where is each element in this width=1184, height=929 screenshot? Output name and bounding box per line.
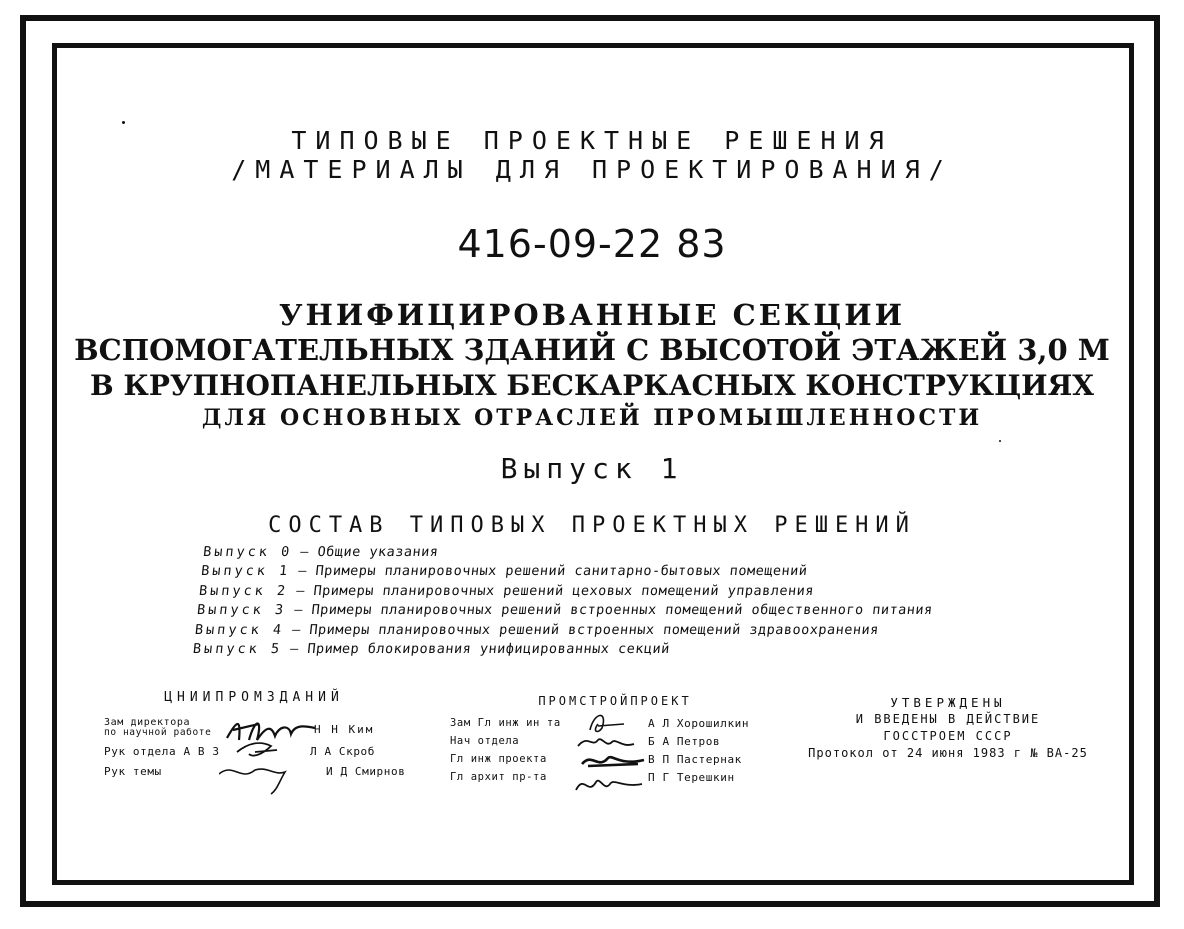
title-line-2: ВСПОМОГАТЕЛЬНЫХ ЗДАНИЙ С ВЫСОТОЙ ЭТАЖЕЙ 3,0 М <box>74 333 1110 367</box>
org-middle-role-4: Гл архит пр-та <box>450 771 547 783</box>
org-middle-name-2: Б А Петров <box>648 735 721 748</box>
org-left-title: ЦНИИПРОМЗДАНИЙ <box>164 690 344 705</box>
approval-protocol: Протокол от 24 июня 1983 г № ВА-25 <box>808 746 1088 760</box>
org-middle-name-3: В П Пастернак <box>648 753 742 766</box>
org-middle-role-2: Нач отдела <box>450 735 520 747</box>
approval-line-2: И ВВЕДЕНЫ В ДЕЙСТВИЕ <box>855 712 1041 726</box>
title-line-3: В КРУПНОПАНЕЛЬНЫХ БЕСКАРКАСНЫХ КОНСТРУКЦИЯХ <box>89 369 1095 402</box>
issues-list <box>192 543 940 659</box>
issue-label: Выпуск 1 <box>500 452 684 485</box>
org-block-left <box>104 690 404 810</box>
signature-left <box>219 710 319 800</box>
approval-line-3: ГОССТРОЕМ СССР <box>883 729 1013 743</box>
org-left-role-1a: Зам директора <box>104 717 191 728</box>
list-item: Выпуск 4 – Примеры планировочных решений встроенных помещений здравоохранения <box>194 621 880 638</box>
org-left-role-3: Рук темы <box>104 765 162 778</box>
org-left-name-2: Л А Скроб <box>310 745 376 758</box>
org-middle-role-1: Зам Гл инж ин та <box>450 717 561 729</box>
org-middle-role-3: Гл инж проекта <box>450 753 547 765</box>
approval-line-1: УТВЕРЖДЕНЫ <box>890 695 1006 710</box>
speck-mark <box>122 121 125 124</box>
speck-mark <box>999 440 1001 442</box>
main-title <box>0 298 1184 436</box>
list-item: Выпуск 5 – Пример блокирования унифицированных секций <box>192 641 671 658</box>
document-number: 416-09-22 83 <box>457 222 727 266</box>
org-middle-name-4: П Г Терешкин <box>648 771 735 784</box>
title-line-4: ДЛЯ ОСНОВНЫХ ОТРАСЛЕЙ ПРОМЫШЛЕННОСТИ <box>201 405 983 431</box>
org-left-name-1: Н Н Ким <box>314 723 375 736</box>
series-heading <box>0 126 1184 184</box>
list-item: Выпуск 2 – Примеры планировочных решений цеховых помещений управления <box>198 582 815 599</box>
signature-middle <box>568 708 650 804</box>
org-block-middle <box>450 694 770 804</box>
title-line-1: УНИФИЦИРОВАННЫЕ СЕКЦИИ <box>278 298 906 332</box>
org-middle-title: ПРОМСТРОЙПРОЕКТ <box>538 694 692 708</box>
org-middle-name-1: А Л Хорошилкин <box>648 717 750 730</box>
series-line-2: /МАТЕРИАЛЫ ДЛЯ ПРОЕКТИРОВАНИЯ/ <box>231 155 953 184</box>
approval-block <box>788 694 1108 762</box>
list-item: Выпуск 0 – Общие указания <box>202 544 440 560</box>
org-left-role-2: Рук отдела А В З <box>104 745 220 758</box>
org-left-role-1b: по научной работе <box>104 727 212 738</box>
list-item: Выпуск 3 – Примеры планировочных решений встроенных помещений общественного питания <box>196 602 934 619</box>
list-item: Выпуск 1 – Примеры планировочных решений санитарно-бытовых помещений <box>200 563 809 580</box>
series-line-1: ТИПОВЫЕ ПРОЕКТНЫЕ РЕШЕНИЯ <box>291 126 893 155</box>
org-left-name-3: И Д Смирнов <box>326 765 406 778</box>
composition-heading: СОСТАВ ТИПОВЫХ ПРОЕКТНЫХ РЕШЕНИЙ <box>268 513 916 538</box>
